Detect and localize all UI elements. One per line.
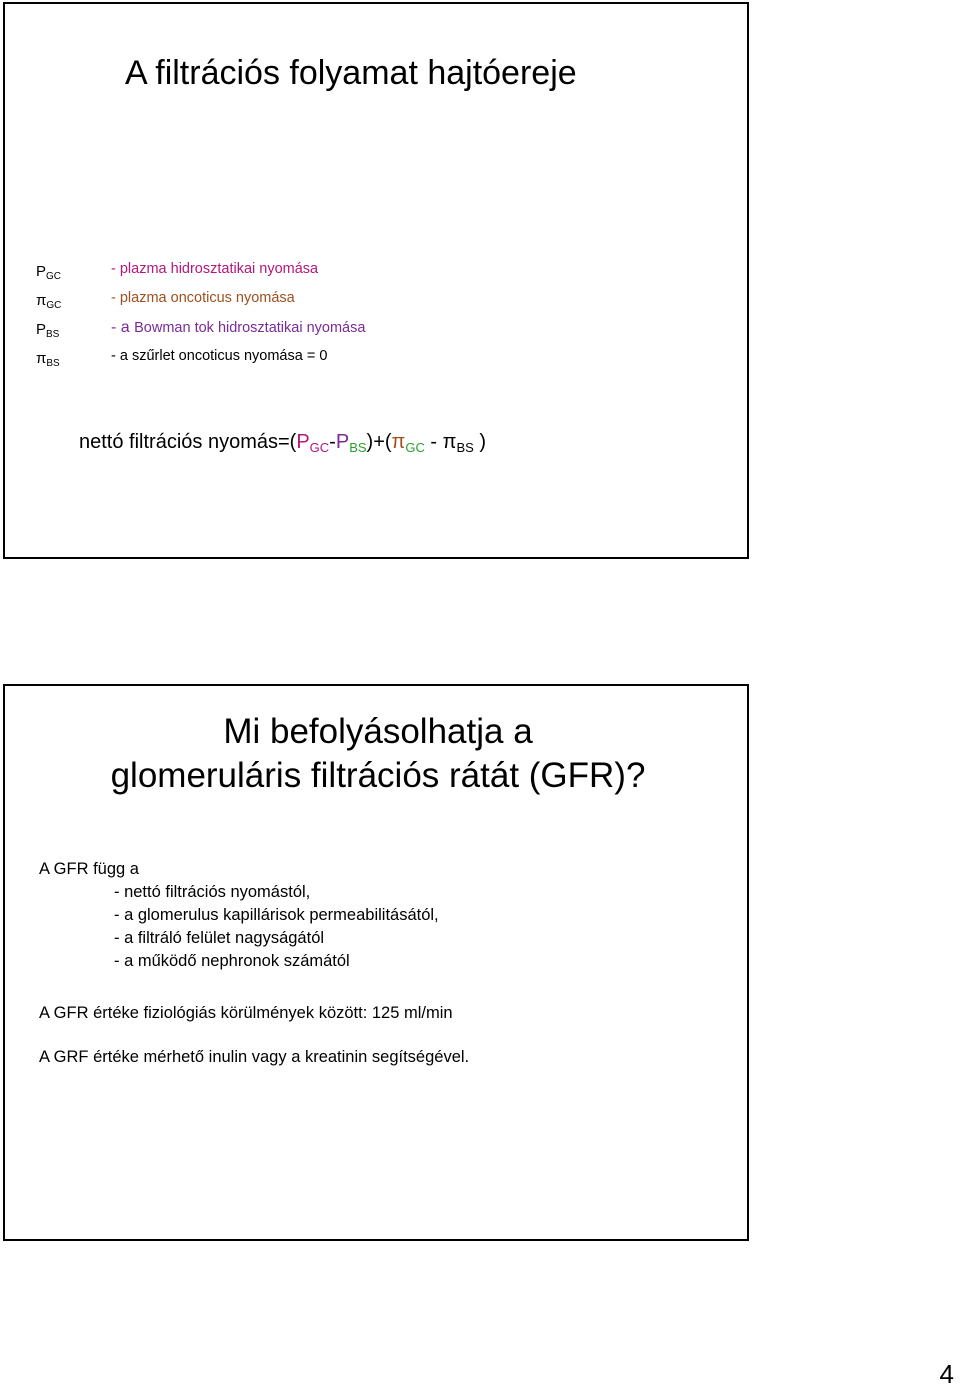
slide-title: A filtrációs folyamat hajtóereje bbox=[125, 54, 577, 92]
symbol-pi-bs: $\pi_{BS}$ bbox=[36, 350, 60, 369]
gfr-intro: A GFR függ a bbox=[39, 860, 139, 878]
list-item: - nettó filtrációs nyomástól, bbox=[114, 883, 311, 901]
symbol-p-gc: $P_{GC}$ bbox=[36, 263, 62, 282]
definition-p-bs: - a Bowman tok hidrosztatikai nyomása bbox=[111, 319, 366, 336]
slide-1 bbox=[3, 2, 749, 559]
list-item: - a működő nephronok számától bbox=[114, 952, 350, 970]
definition-p-gc: - plazma hidrosztatikai nyomása bbox=[111, 261, 319, 277]
symbol-p-bs: $P_{BS}$ bbox=[36, 321, 60, 340]
list-item: - a glomerulus kapillárisok permeabilitásától, bbox=[114, 906, 439, 924]
list-item: - a filtráló felület nagyságától bbox=[114, 929, 325, 947]
symbol-pi-gc: $\pi_{GC}$ bbox=[36, 292, 62, 311]
slide-title bbox=[5, 710, 751, 798]
gfr-value: A GFR értéke fiziológiás körülmények között: 125 ml/min bbox=[39, 1004, 453, 1022]
title-line: Mi befolyásolhatja a bbox=[223, 712, 533, 751]
net-filtration-formula: nettó filtrációs $nyomás=(P_{GC}-P_{BS})+(\pi_{GC} - \pi_{BS}$ ) bbox=[79, 431, 486, 455]
definition-pi-gc: - plazma oncoticus nyomása bbox=[111, 290, 295, 306]
gfr-measurement: A GRF értéke mérhető inulin vagy a kreatinin segítségével. bbox=[39, 1048, 470, 1066]
page-number: 4 bbox=[939, 1359, 954, 1389]
slide-2 bbox=[3, 684, 749, 1241]
definition-pi-bs: - a szűrlet oncoticus nyomása = 0 bbox=[111, 348, 328, 364]
title-line: glomeruláris filtrációs rátát (GFR)? bbox=[110, 756, 646, 795]
